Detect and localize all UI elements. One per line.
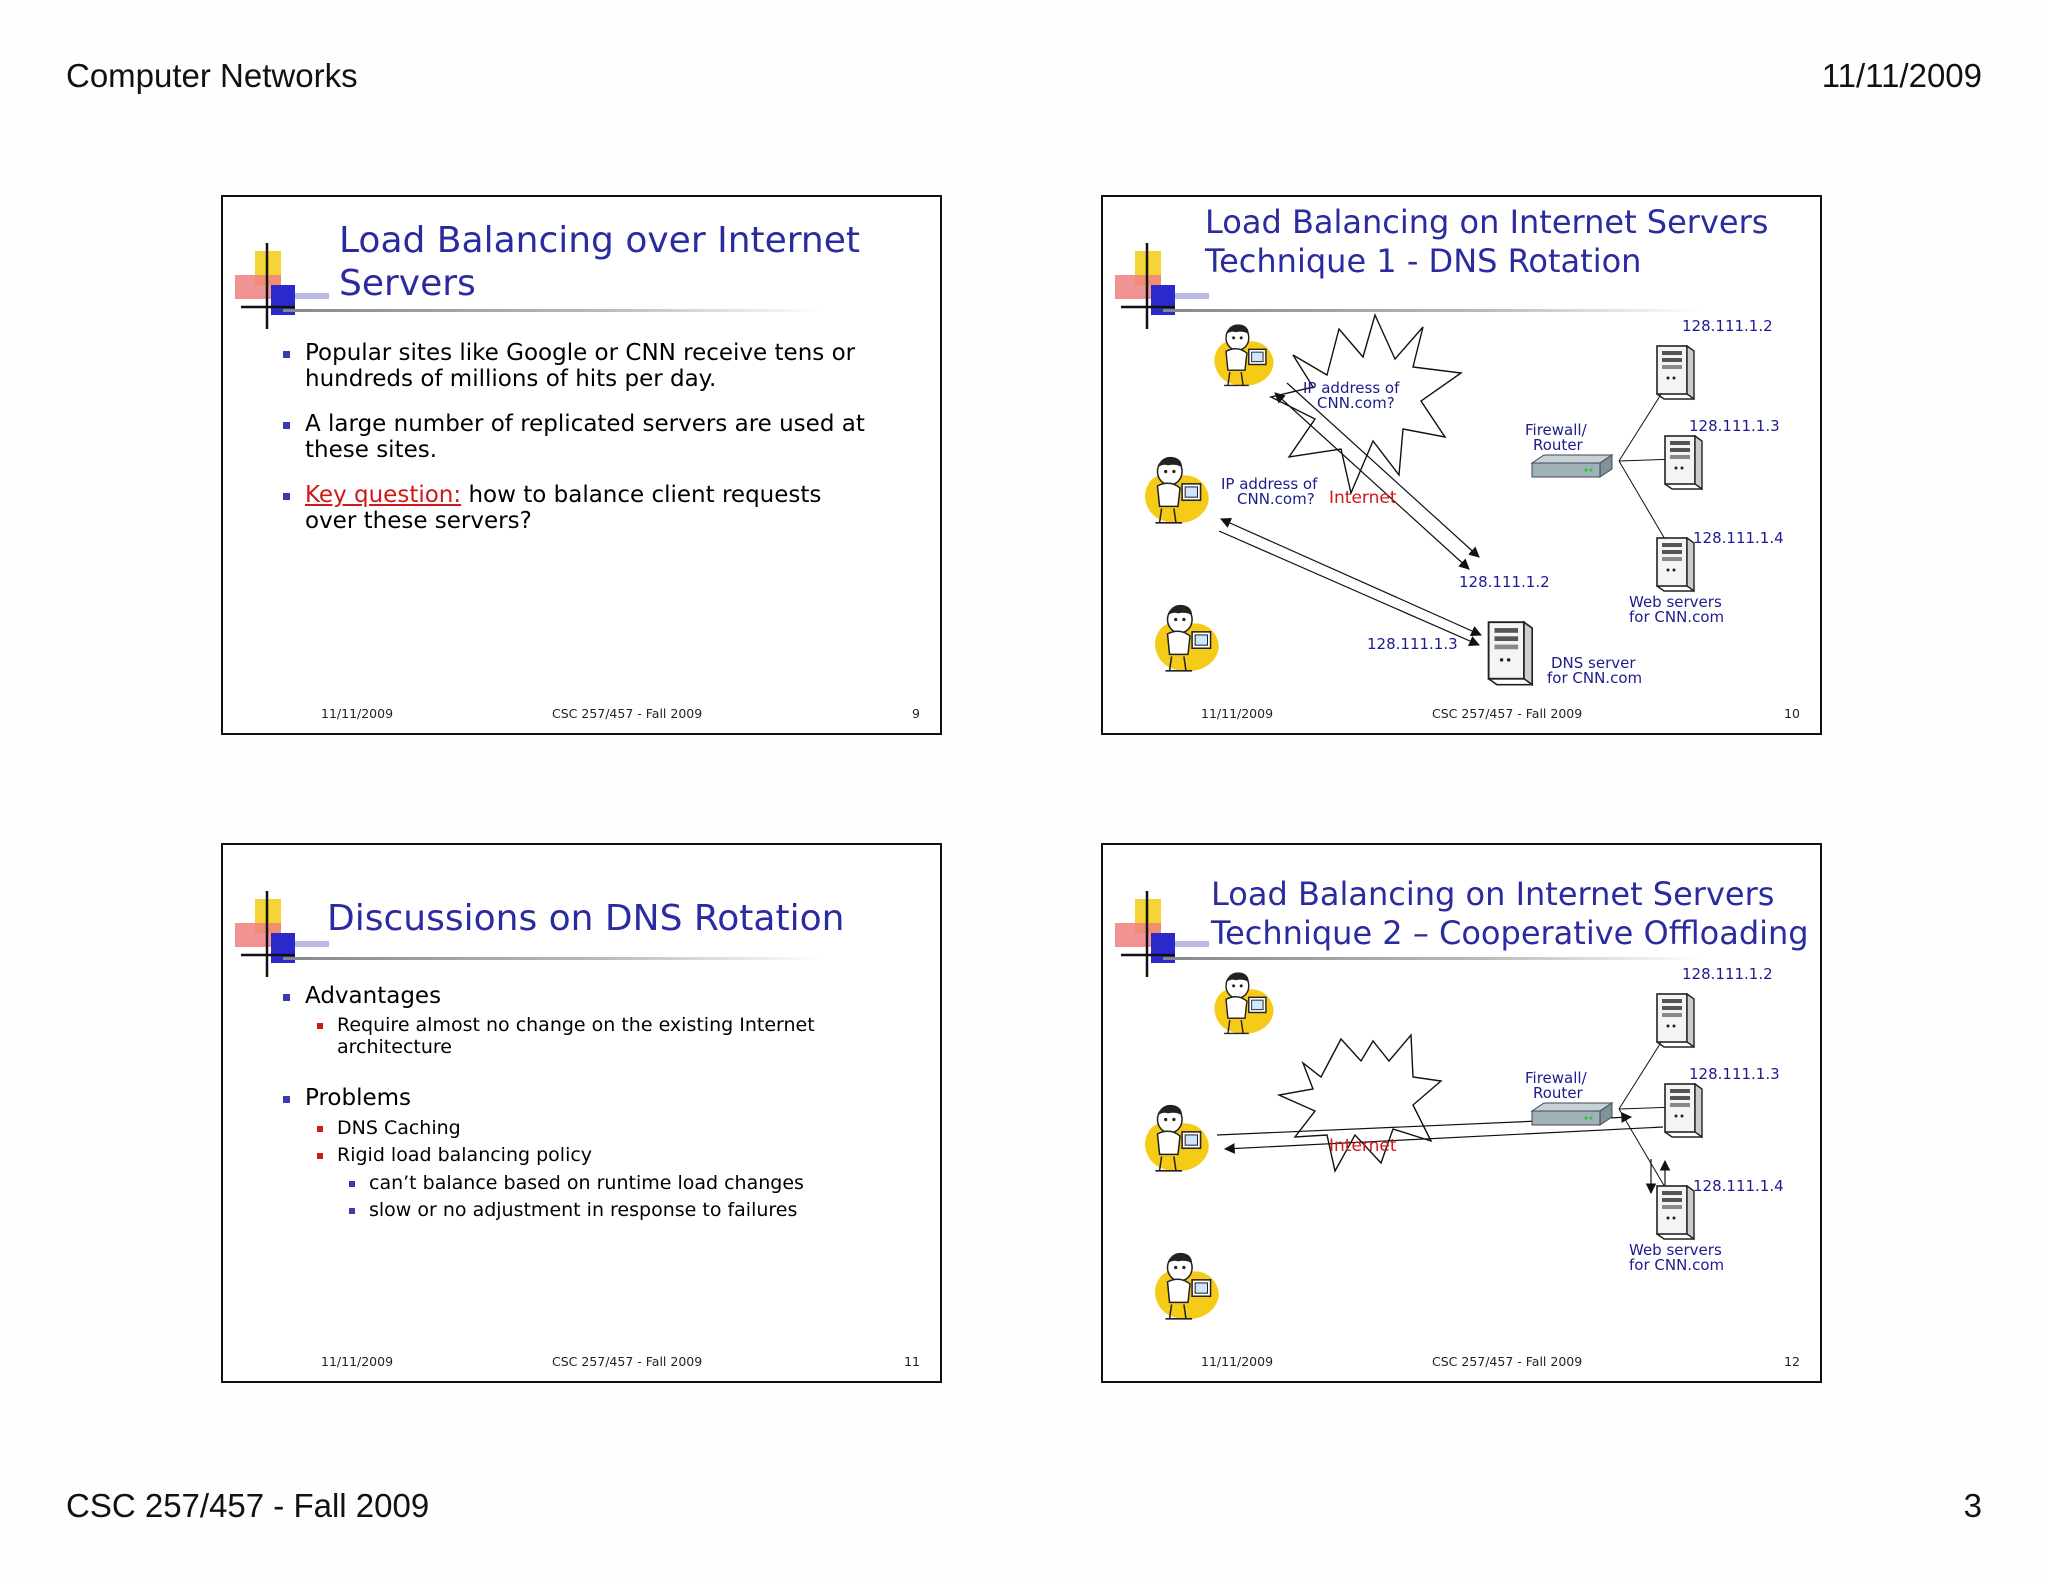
web-servers-label-line2: for CNN.com: [1629, 1256, 1725, 1274]
key-question-label: Key question:: [305, 481, 462, 508]
bullet-item: A large number of replicated servers are used at these sites.: [279, 411, 869, 464]
problem-subitem-label: Rigid load balancing policy: [337, 1144, 593, 1167]
web-server-1-icon: [1657, 346, 1694, 399]
slide-decoration-icon: [231, 243, 331, 329]
ip-server-1: 128.111.1.2: [1682, 965, 1773, 983]
slide-footer-date: 11/11/2009: [321, 706, 394, 721]
slide-title-line2: Technique 1 - DNS Rotation: [1205, 242, 1642, 281]
title-rule: [283, 957, 823, 960]
slide-footer-course: CSC 257/457 - Fall 2009: [552, 706, 703, 721]
slide-decoration-icon: [231, 891, 331, 977]
slide-footer-number: 11: [904, 1354, 920, 1369]
dns-server-label-line2: for CNN.com: [1547, 669, 1643, 687]
page-header-date: 11/11/2009: [1821, 57, 1982, 94]
page-header-title: Computer Networks: [66, 57, 358, 94]
problem-detail: slow or no adjustment in response to failures: [337, 1200, 879, 1222]
router-icon: [1532, 1103, 1612, 1125]
slide-footer-date: 11/11/2009: [1201, 706, 1274, 721]
problems-item: [279, 1085, 879, 1222]
slide-footer-number: 9: [912, 706, 920, 721]
problems-label: Problems: [305, 1085, 412, 1112]
slide-footer-date: 11/11/2009: [321, 1354, 394, 1369]
ip-server-1: 128.111.1.2: [1682, 317, 1773, 335]
slide-title-line2: Technique 2 – Cooperative Offloading: [1211, 914, 1809, 953]
query-label-2-line1: IP address of: [1221, 475, 1318, 493]
web-servers-label-line1: Web servers: [1629, 593, 1722, 611]
slide-11: [221, 843, 942, 1383]
slide-9: [221, 195, 942, 735]
slide-footer-course: CSC 257/457 - Fall 2009: [552, 1354, 703, 1369]
dns-rotation-diagram: [1103, 197, 1822, 735]
advantages-label: Advantages: [305, 983, 442, 1009]
web-servers-label-line2: for CNN.com: [1629, 608, 1725, 626]
advantages-item: [279, 983, 879, 1059]
page-footer-course: CSC 257/457 - Fall 2009: [66, 1487, 430, 1524]
slide-title-line1: Load Balancing over Internet: [339, 220, 861, 261]
title-rule: [283, 309, 823, 312]
reply-arrow-2: [1219, 531, 1479, 645]
web-server-3-icon: [1657, 538, 1694, 591]
firewall-label-line1: Firewall/: [1525, 1069, 1587, 1087]
response-arrow: [1225, 1127, 1663, 1149]
slide-footer-course: CSC 257/457 - Fall 2009: [1432, 706, 1583, 721]
dns-server-label-line1: DNS server: [1551, 654, 1636, 672]
web-servers-label-line1: Web servers: [1629, 1241, 1722, 1259]
slide-title-line2: Servers: [339, 263, 476, 305]
dns-server-icon: [1489, 622, 1533, 684]
slide-12: [1101, 843, 1822, 1383]
dns-reply-1: 128.111.1.2: [1459, 573, 1550, 591]
firewall-label-line1: Firewall/: [1525, 421, 1587, 439]
bullet-list: [279, 983, 879, 1240]
slide-footer-course: CSC 257/457 - Fall 2009: [1432, 1354, 1583, 1369]
key-question-text: how to balance client requests over these servers?: [305, 481, 822, 535]
ip-server-3: 128.111.1.4: [1693, 529, 1784, 547]
internet-label: Internet: [1329, 488, 1397, 508]
ip-server-2: 128.111.1.3: [1689, 417, 1780, 435]
web-server-3-icon: [1657, 1186, 1694, 1239]
ip-server-3: 128.111.1.4: [1693, 1177, 1784, 1195]
cooperative-offloading-diagram: [1103, 845, 1822, 1383]
slide-title-line1: Load Balancing on Internet Servers: [1205, 203, 1769, 241]
query-label-1-line2: CNN.com?: [1317, 394, 1395, 412]
problem-subitem: DNS Caching: [305, 1118, 879, 1140]
advantage-subitem: Require almost no change on the existing Internet architecture: [305, 1015, 879, 1059]
web-server-2-icon: [1665, 1084, 1702, 1137]
dns-reply-2: 128.111.1.3: [1367, 635, 1458, 653]
bullet-list: [279, 340, 869, 553]
query-label-1-line1: IP address of: [1303, 379, 1400, 397]
client-2-icon: [1145, 1105, 1209, 1171]
bullet-item: Popular sites like Google or CNN receive tens or hundreds of millions of hits per day.: [279, 340, 869, 393]
firewall-label-line2: Router: [1533, 1084, 1583, 1102]
bullet-item: [279, 482, 869, 535]
page-footer-number: 3: [1963, 1487, 1982, 1524]
client-3-icon: [1155, 1253, 1219, 1319]
slide-footer-number: 10: [1784, 706, 1800, 721]
slide-title: [339, 219, 860, 305]
client-2-icon: [1145, 457, 1209, 523]
client-3-icon: [1155, 605, 1219, 671]
router-icon: [1532, 455, 1612, 477]
slide-footer-date: 11/11/2009: [1201, 1354, 1274, 1369]
query-arrow-2: [1221, 519, 1481, 635]
web-server-2-icon: [1665, 436, 1702, 489]
web-server-1-icon: [1657, 994, 1694, 1047]
slide-title: Discussions on DNS Rotation: [327, 898, 845, 939]
client-1-icon: [1214, 972, 1273, 1033]
slide-title-line1: Load Balancing on Internet Servers: [1211, 875, 1775, 913]
problem-subitem: [305, 1145, 879, 1222]
query-label-2-line2: CNN.com?: [1237, 490, 1315, 508]
firewall-label-line2: Router: [1533, 436, 1583, 454]
slide-10: [1101, 195, 1822, 735]
client-1-icon: [1214, 324, 1273, 385]
slide-footer-number: 12: [1784, 1354, 1800, 1369]
internet-label: Internet: [1329, 1136, 1397, 1156]
problem-detail: can’t balance based on runtime load changes: [337, 1173, 879, 1195]
ip-server-2: 128.111.1.3: [1689, 1065, 1780, 1083]
